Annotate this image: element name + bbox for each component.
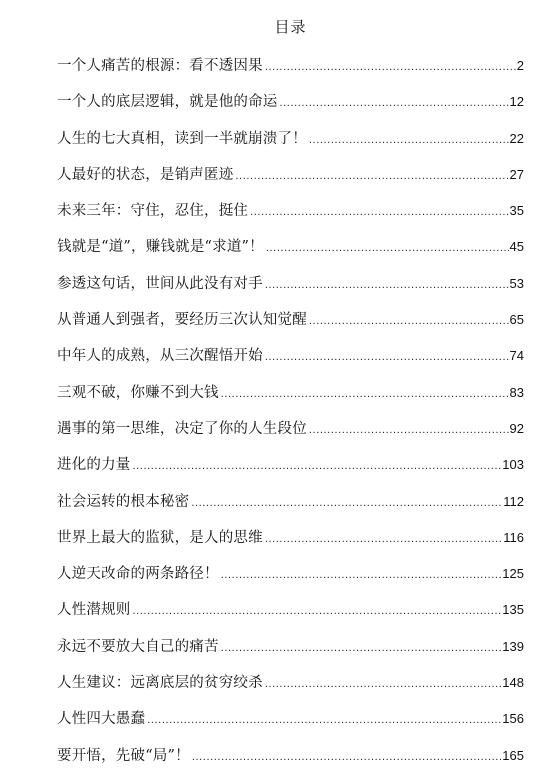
toc-entry[interactable] [57,121,524,157]
toc-entry[interactable] [57,193,524,229]
toc-page-number: 22 [509,130,524,146]
dot-leader [280,85,509,121]
toc-entry[interactable] [57,48,524,84]
toc-entry[interactable] [57,484,524,520]
toc-entry[interactable] [57,629,524,665]
toc-title: 目录 [274,18,307,36]
toc-page-number: 27 [509,166,524,182]
toc-page-number: 74 [509,348,524,364]
dot-leader [250,194,508,230]
toc-entry-title: 人最好的状态，是销声匿迹 [57,166,234,183]
toc-entry[interactable] [57,665,524,701]
dot-leader [221,557,502,593]
toc-entry-title: 人逆天改命的两条路径！ [57,566,219,583]
toc-page-number: 103 [502,457,524,473]
toc-entry-title: 遇事的第一思维，决定了你的人生段位 [57,420,307,437]
toc-page-number: 53 [509,275,524,291]
toc-page-number: 2 [516,58,524,73]
toc-entry[interactable] [57,338,524,374]
toc-page-number: 116 [503,529,524,545]
dot-leader [265,339,509,375]
toc-entry[interactable] [57,447,524,483]
dot-leader [191,485,502,521]
toc-list [57,48,524,774]
dot-leader [265,666,501,702]
dot-leader [309,412,509,448]
toc-page-number: 12 [509,94,524,110]
dot-leader [221,630,502,666]
toc-page-number: 135 [502,602,524,618]
dot-leader [265,521,502,557]
toc-entry[interactable] [57,84,524,120]
toc-page-number: 65 [509,312,524,328]
toc-entry-title: 社会运转的根本秘密 [57,493,190,510]
toc-entry[interactable] [57,302,524,338]
toc-page-number: 35 [509,203,524,219]
toc-entry-title: 世界上最大的监狱，是人的思维 [57,529,263,546]
toc-entry-title: 钱就是“道”，赚钱就是“求道”！ [57,239,264,256]
dot-leader [235,158,508,194]
toc-page-number: 156 [502,711,524,727]
toc-page-number: 139 [502,638,524,654]
toc-entry[interactable] [57,701,524,737]
toc-entry-title: 人生建议：远离底层的贫穷绞杀 [57,675,263,692]
toc-entry-title: 三观不破，你赚不到大钱 [57,384,219,401]
toc-page-number: 92 [509,420,524,436]
dot-leader [266,230,509,266]
dot-leader [221,376,509,412]
toc-entry-title: 要开悟，先破“局”！ [57,747,190,764]
toc-entry-title: 一个人痛苦的根源：看不透因果 [57,58,263,74]
toc-entry-title: 未来三年：守住，忍住，挺住 [57,203,249,220]
toc-entry[interactable] [57,556,524,592]
toc-page-number: 125 [502,566,524,582]
toc-entry-title: 从普通人到强者，要经历三次认知觉醒 [57,312,307,329]
dot-leader [309,303,509,339]
toc-page-number: 148 [502,675,524,691]
toc-entry-title: 人生的七大真相，读到一半就崩溃了！ [57,130,307,147]
toc-entry[interactable] [57,411,524,447]
toc-entry[interactable] [57,157,524,193]
toc-entry[interactable] [57,592,524,628]
dot-leader [309,122,509,158]
toc-entry-title: 一个人的底层逻辑，就是他的命运 [57,94,278,111]
dot-leader [265,49,516,85]
toc-page-number: 112 [503,493,524,509]
toc-entry[interactable] [57,229,524,265]
toc-entry-title: 人性四大愚蠢 [57,711,146,728]
toc-entry[interactable] [57,738,524,774]
toc-page-number: 165 [502,747,524,763]
dot-leader [265,267,509,303]
toc-entry-title: 人性潜规则 [57,602,131,619]
toc-entry[interactable] [57,520,524,556]
toc-page-number: 45 [509,239,524,255]
dot-leader [133,448,502,484]
toc-entry[interactable] [57,375,524,411]
toc-entry[interactable] [57,266,524,302]
dot-leader [147,702,501,738]
toc-entry-title: 中年人的成熟，从三次醒悟开始 [57,348,263,365]
toc-entry-title: 进化的力量 [57,457,131,474]
dot-leader [133,593,502,629]
toc-page-number: 83 [509,384,524,400]
toc-entry-title: 参透这句话，世间从此没有对手 [57,275,263,292]
toc-entry-title: 永远不要放大自己的痛苦 [57,638,219,655]
dot-leader [192,739,501,775]
